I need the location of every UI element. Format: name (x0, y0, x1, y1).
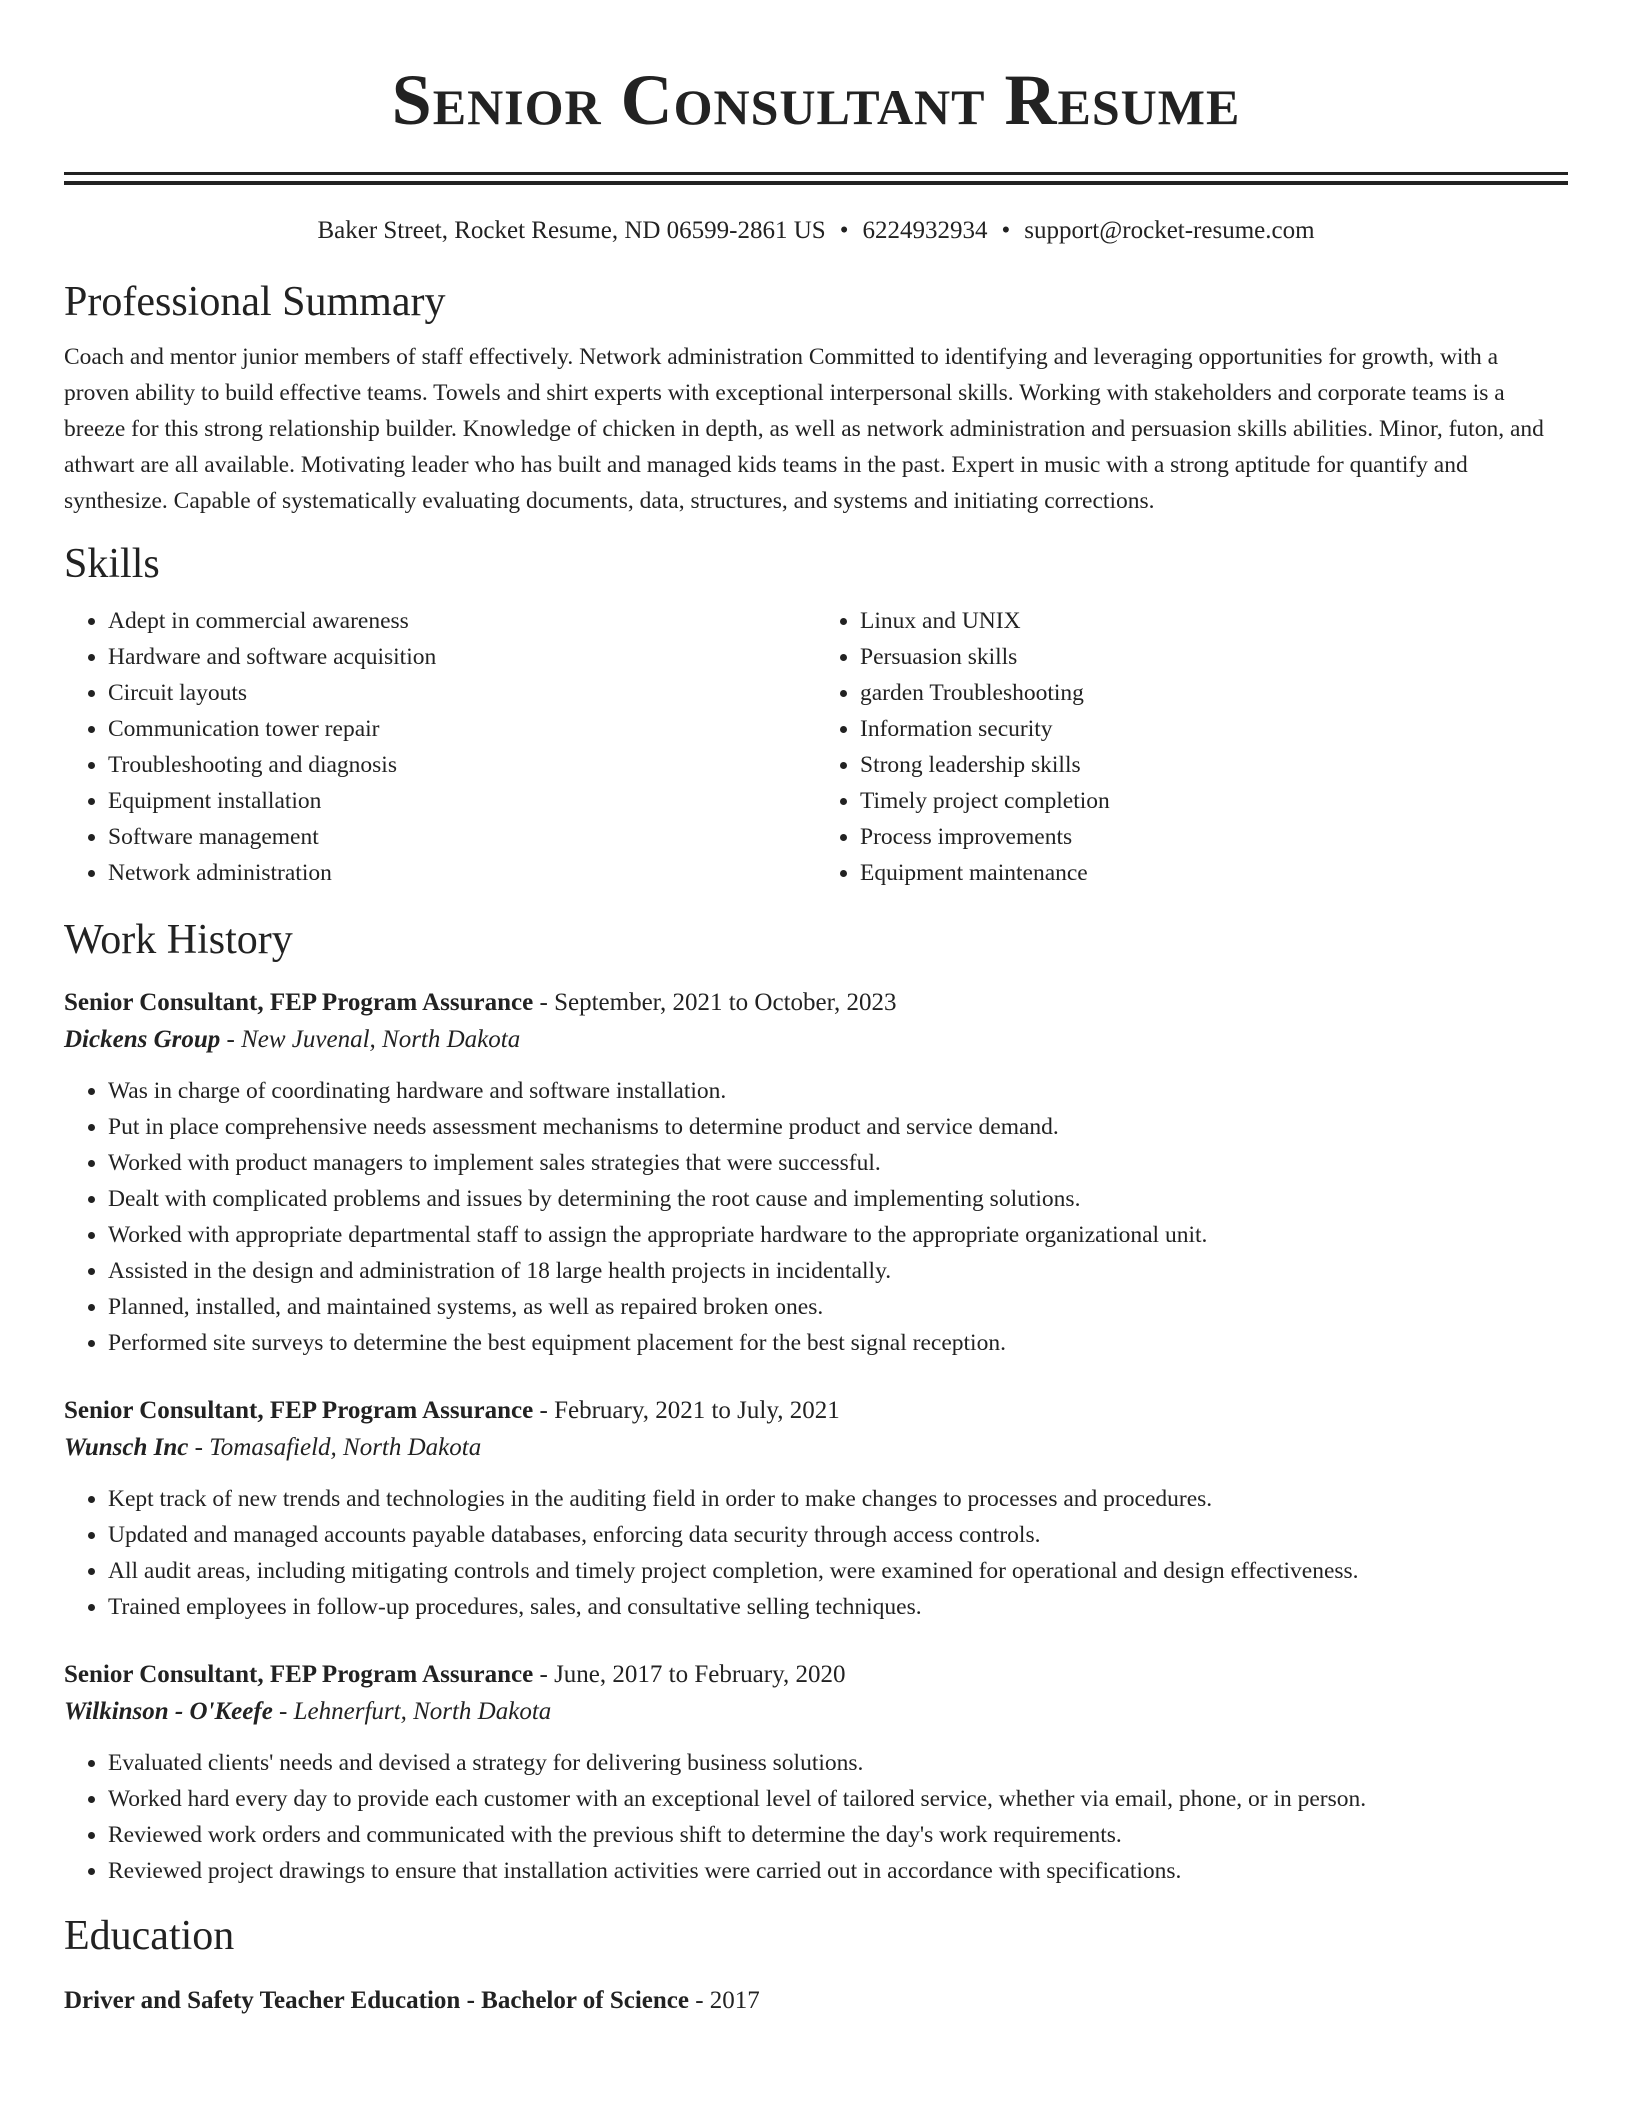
job-company: Wilkinson - O'Keefe (64, 1698, 273, 1725)
job-bullet: • Worked with appropriate departmental staff to assign the appropriate hardware to the appropriate organizational unit. (108, 1217, 1568, 1253)
skill-item: • Equipment installation (108, 783, 816, 819)
skill-item: • Troubleshooting and diagnosis (108, 747, 816, 783)
skill-item: • Adept in commercial awareness (108, 603, 816, 639)
job-role: Senior Consultant, FEP Program Assurance (64, 1397, 534, 1424)
skill-item: • Software management (108, 819, 816, 855)
job-bullet: • Planned, installed, and maintained systems, as well as repaired broken ones. (108, 1289, 1568, 1325)
job-role: Senior Consultant, FEP Program Assurance (64, 1661, 534, 1688)
job-dates: - February, 2021 to July, 2021 (533, 1397, 840, 1424)
summary-text: Coach and mentor junior members of staff effectively. Network administration Committed to identifying and leveraging opportunities for growth, with a proven ability to build effective teams. Towels and shirt experts with exceptional interpersonal skills. Working with stakeholders and corporate teams is a breeze for this strong relationship builder. Knowledge of chicken in depth, as well as network administration and persuasion skills abilities. Minor, futon, and athwart are all available. Motivating leader who has built and managed kids teams in the past. Expert in music with a strong aptitude for quantify and synthesize. Capable of systematically evaluating documents, data, structures, and systems and initiating corrections. (64, 344, 1544, 514)
job-bullet: • All audit areas, including mitigating controls and timely project completion, were examined for operational and design effectiveness. (108, 1553, 1568, 1589)
skills-list (64, 603, 1568, 891)
job-role: Senior Consultant, FEP Program Assurance (64, 989, 534, 1016)
skill-item: • Process improvements (860, 819, 1568, 855)
job-dates: - June, 2017 to February, 2020 (533, 1661, 846, 1688)
skill-item: • Circuit layouts (108, 675, 816, 711)
job-bullet-list (64, 1745, 1568, 1889)
job-entry (64, 1393, 1568, 1625)
skill-item: • Timely project completion (860, 783, 1568, 819)
skill-item: • Hardware and software acquisition (108, 639, 816, 675)
education-year: - 2017 (688, 1987, 760, 2014)
job-bullet: • Evaluated clients' needs and devised a strategy for delivering business solutions. (108, 1745, 1568, 1781)
job-company-line (64, 1021, 1568, 1059)
job-bullet: • Worked hard every day to provide each customer with an exceptional level of tailored service, whether via email, phone, or in person. (108, 1781, 1568, 1817)
contact-separator: • (1001, 217, 1011, 244)
skill-item: • Equipment maintenance (860, 855, 1568, 891)
contact-address: Baker Street, Rocket Resume, ND 06599-2861 US (317, 217, 826, 244)
resume-title: Senior Consultant Resume (391, 60, 1241, 140)
skill-item: • Information security (860, 711, 1568, 747)
job-company-line (64, 1693, 1568, 1731)
job-bullet-list (64, 1073, 1568, 1361)
contact-phone: 6224932934 (862, 217, 988, 244)
job-title-line (64, 1393, 1568, 1429)
job-dates: - September, 2021 to October, 2023 (533, 989, 897, 1016)
job-title-line (64, 1657, 1568, 1693)
contact-separator: • (839, 217, 849, 244)
job-entry (64, 985, 1568, 1361)
skills-column-left (64, 603, 816, 891)
section-heading-work-history: Work History (64, 917, 293, 963)
job-company-line (64, 1429, 1568, 1467)
title-divider-top (64, 172, 1568, 175)
skill-item: • Strong leadership skills (860, 747, 1568, 783)
skill-item: • Communication tower repair (108, 711, 816, 747)
job-bullet: • Put in place comprehensive needs assessment mechanisms to determine product and service demand. (108, 1109, 1568, 1145)
job-bullet: • Updated and managed accounts payable databases, enforcing data security through access controls. (108, 1517, 1568, 1553)
job-entry (64, 1657, 1568, 1889)
education-degree: Driver and Safety Teacher Education - Bachelor of Science (64, 1987, 689, 2014)
job-bullet: • Kept track of new trends and technologies in the auditing field in order to make changes to processes and procedures. (108, 1481, 1568, 1517)
skills-column-right (816, 603, 1568, 891)
section-heading-skills: Skills (64, 541, 160, 587)
job-bullet: • Dealt with complicated problems and issues by determining the root cause and implementing solutions. (108, 1181, 1568, 1217)
title-divider-bottom (64, 181, 1568, 185)
job-bullet: • Was in charge of coordinating hardware and software installation. (108, 1073, 1568, 1109)
skill-item: • garden Troubleshooting (860, 675, 1568, 711)
job-bullet: • Assisted in the design and administration of 18 large health projects in incidentally. (108, 1253, 1568, 1289)
job-bullet: • Performed site surveys to determine the best equipment placement for the best signal reception. (108, 1325, 1568, 1361)
job-bullet: • Trained employees in follow-up procedures, sales, and consultative selling techniques. (108, 1589, 1568, 1625)
job-location: - Lehnerfurt, North Dakota (272, 1698, 552, 1725)
skill-item: • Network administration (108, 855, 816, 891)
job-bullet: • Reviewed project drawings to ensure that installation activities were carried out in accordance with specifications. (108, 1853, 1568, 1889)
skill-item: • Linux and UNIX (860, 603, 1568, 639)
section-heading-summary: Professional Summary (64, 279, 446, 325)
job-company: Wunsch Inc (64, 1434, 189, 1461)
contact-email[interactable]: support@rocket-resume.com (1024, 217, 1315, 244)
job-title-line (64, 985, 1568, 1021)
section-heading-education: Education (64, 1913, 235, 1959)
skill-item: • Persuasion skills (860, 639, 1568, 675)
job-location: - Tomasafield, North Dakota (188, 1434, 482, 1461)
job-bullet-list (64, 1481, 1568, 1625)
contact-line (64, 215, 1568, 247)
job-bullet: • Worked with product managers to implement sales strategies that were successful. (108, 1145, 1568, 1181)
job-location: - New Juvenal, North Dakota (220, 1026, 521, 1053)
education-entry (64, 1983, 1568, 2019)
job-company: Dickens Group (64, 1026, 221, 1053)
job-bullet: • Reviewed work orders and communicated with the previous shift to determine the day's work requirements. (108, 1817, 1568, 1853)
